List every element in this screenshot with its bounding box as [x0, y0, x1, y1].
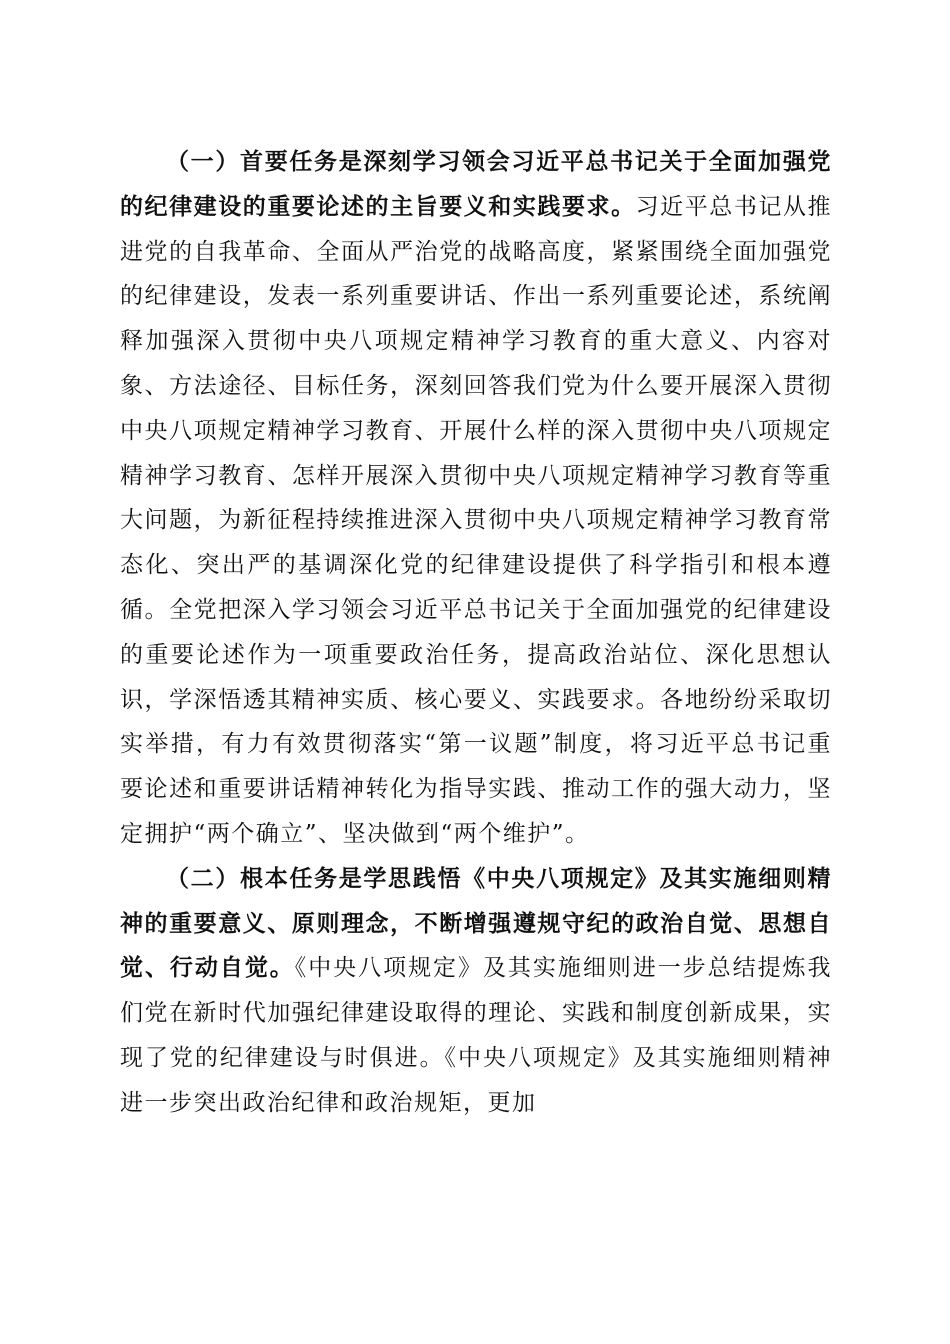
paragraph-2-body: 《中央八项规定》及其实施细则进一步总结提炼我们党在新时代加强纪律建设取得的理论、实践和制度创新成果，实现了党的纪律建设与时俱进。《中央八项规定》及其实施细则精神进一步突出政治纪律和政治规矩，更加 — [120, 955, 833, 1116]
paragraph-1 — [120, 140, 832, 857]
paragraph-2 — [120, 857, 832, 1126]
paragraph-1-body: 习近平总书记从推进党的自我革命、全面从严治党的战略高度，紧紧围绕全面加强党的纪律建设，发表一系列重要讲话、作出一系列重要论述，系统阐释加强深入贯彻中央八项规定精神学习教育的重大意义、内容对象、方法途径、目标任务，深刻回答我们党为什么要开展深入贯彻中央八项规定精神学习教育、开展什么样的深入贯彻中央八项规定精神学习教育、怎样开展深入贯彻中央八项规定精神学习教育等重大问题，为新征程持续推进深入贯彻中央八项规定精神学习教育常态化、突出严的基调深化党的纪律建设提供了科学指引和根本遵循。全党把深入学习领会习近平总书记关于全面加强党的纪律建设的重要论述作为一项重要政治任务，提高政治站位、深化思想认识，学深悟透其精神实质、核心要义、实践要求。各地纷纷采取切实举措，有力有效贯彻落实“第一议题”制度，将习近平总书记重要论述和重要讲话精神转化为指导实践、推动工作的强大动力，坚定拥护“两个确立”、坚决做到“两个维护”。 — [120, 193, 833, 847]
paragraph-2-lead: （二）根本任务是学思践悟《中央八项规定》及其实施细则精神的重要意义、原则理念，不断增强遵规守纪的政治自觉、思想自觉、行动自觉。 — [120, 865, 832, 982]
document-body — [120, 140, 832, 1126]
paragraph-1-lead: （一）首要任务是深刻学习领会习近平总书记关于全面加强党的纪律建设的重要论述的主旨要义和实践要求。 — [120, 149, 832, 220]
